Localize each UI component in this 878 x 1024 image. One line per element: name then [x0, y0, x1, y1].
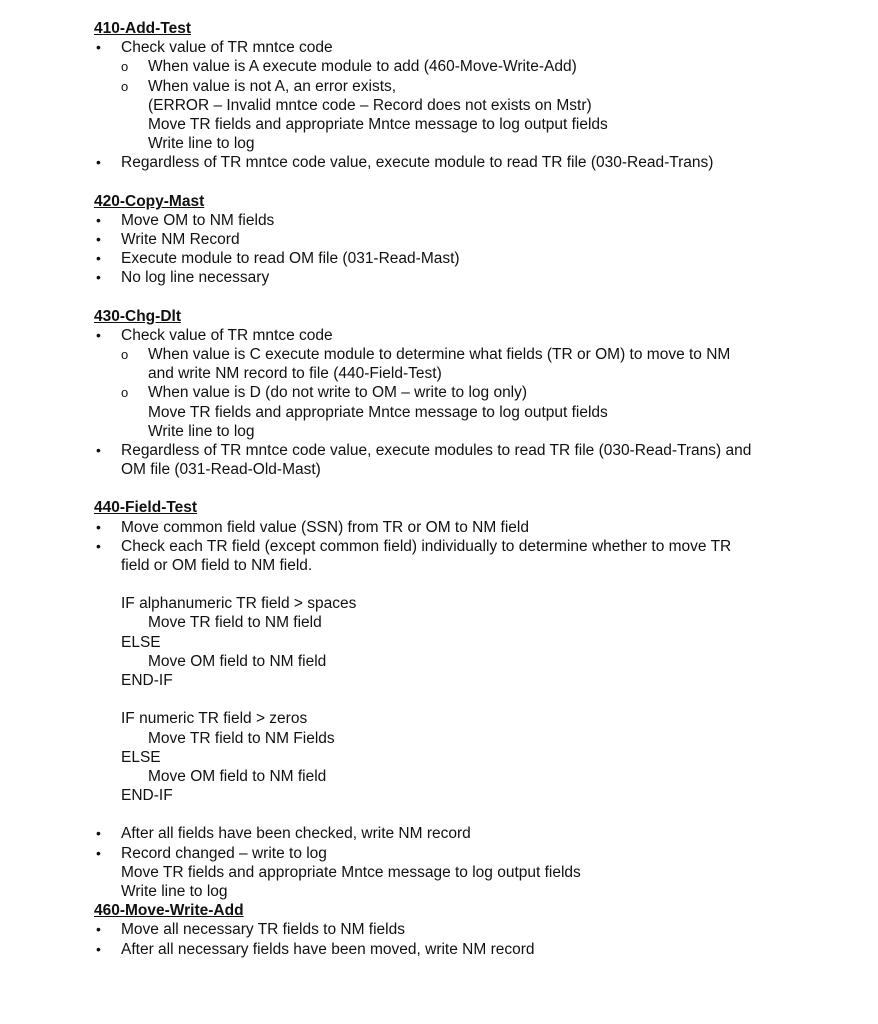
pseudocode-line: ELSE	[121, 633, 161, 651]
list-item	[94, 537, 834, 556]
bullet-icon: •	[96, 940, 101, 957]
bullet-icon: •	[96, 250, 101, 267]
list-item-text: Check each TR field (except common field) individually to determine whether to move TR	[121, 537, 732, 555]
spacer	[94, 805, 834, 824]
list-item-text: After all necessary fields have been moved, write NM record	[121, 940, 535, 958]
section-heading-440: 440-Field-Test	[94, 499, 198, 517]
list-item-text: Move common field value (SSN) from TR or OM to NM field	[121, 518, 529, 536]
list-item-text: Move OM to NM fields	[121, 211, 275, 229]
bullet-icon: •	[96, 39, 101, 56]
list-item	[94, 940, 834, 959]
continuation-line: and write NM record to file (440-Field-Test)	[148, 365, 442, 383]
bullet-icon: •	[96, 211, 101, 228]
pseudocode-line: Move TR field to NM field	[148, 614, 322, 632]
pseudocode-line: Move OM field to NM field	[148, 652, 327, 670]
list-item-text: When value is D (do not write to OM – write to log only)	[148, 384, 528, 402]
continuation-line: Move TR fields and appropriate Mntce message to log output fields	[148, 116, 608, 134]
sub-list-item	[94, 345, 834, 364]
list-item	[94, 920, 834, 939]
continuation-line: Write line to log	[121, 882, 228, 900]
list-item	[94, 441, 834, 460]
spacer	[94, 173, 834, 192]
list-item-text: Move all necessary TR fields to NM fields	[121, 921, 405, 939]
sub-list-item	[94, 383, 834, 402]
list-item-text: When value is not A, an error exists,	[148, 77, 397, 95]
list-item	[94, 268, 834, 287]
list-item-text: Check value of TR mntce code	[121, 39, 333, 57]
list-item-text: Regardless of TR mntce code value, execute module to read TR file (030-Read-Trans)	[121, 154, 714, 172]
circle-bullet-icon: o	[121, 59, 129, 75]
list-item-text: After all fields have been checked, write NM record	[121, 825, 471, 843]
bullet-icon: •	[96, 825, 101, 842]
section-heading-430: 430-Chg-Dlt	[94, 307, 181, 325]
continuation-line: (ERROR – Invalid mntce code – Record does not exists on Mstr)	[148, 96, 592, 114]
spacer	[94, 288, 834, 307]
list-item	[94, 230, 834, 249]
bullet-icon: •	[96, 442, 101, 459]
list-item	[94, 824, 834, 843]
bullet-icon: •	[96, 537, 101, 554]
pseudocode-line: ELSE	[121, 748, 161, 766]
document-body	[94, 19, 834, 959]
spacer	[94, 690, 834, 709]
pseudocode-line: END-IF	[121, 787, 173, 805]
spacer	[94, 479, 834, 498]
continuation-line: Move TR fields and appropriate Mntce message to log output fields	[148, 403, 608, 421]
list-item	[94, 211, 834, 230]
list-item	[94, 326, 834, 345]
pseudocode-line: Move TR field to NM Fields	[148, 729, 335, 747]
continuation-line: Move TR fields and appropriate Mntce message to log output fields	[121, 863, 581, 881]
list-item	[94, 518, 834, 537]
list-item-text: Execute module to read OM file (031-Read-Mast)	[121, 250, 460, 268]
list-item	[94, 249, 834, 268]
bullet-icon: •	[96, 921, 101, 938]
list-item-text: Regardless of TR mntce code value, execute modules to read TR file (030-Read-Trans) and	[121, 442, 752, 460]
pseudocode-line: Move OM field to NM field	[148, 767, 327, 785]
list-item-text: When value is C execute module to determine what fields (TR or OM) to move to NM	[148, 346, 731, 364]
bullet-icon: •	[96, 231, 101, 248]
pseudocode-line: END-IF	[121, 672, 173, 690]
continuation-line: Write line to log	[148, 135, 255, 153]
continuation-line: Write line to log	[148, 422, 255, 440]
bullet-icon: •	[96, 326, 101, 343]
list-item	[94, 844, 834, 863]
circle-bullet-icon: o	[121, 78, 129, 94]
spacer	[94, 575, 834, 594]
list-item-text: When value is A execute module to add (460-Move-Write-Add)	[148, 58, 577, 76]
list-item-text: Record changed – write to log	[121, 844, 327, 862]
bullet-icon: •	[96, 269, 101, 286]
section-heading-410: 410-Add-Test	[94, 20, 192, 37]
list-item	[94, 153, 834, 172]
list-item	[94, 38, 834, 57]
pseudocode-line: IF numeric TR field > zeros	[121, 710, 308, 728]
circle-bullet-icon: o	[121, 347, 129, 363]
continuation-line: field or OM field to NM field.	[121, 557, 313, 575]
bullet-icon: •	[96, 844, 101, 861]
pseudocode-line: IF alphanumeric TR field > spaces	[121, 595, 357, 613]
bullet-icon: •	[96, 518, 101, 535]
list-item-text: Check value of TR mntce code	[121, 326, 333, 344]
section-heading-460: 460-Move-Write-Add	[94, 902, 244, 920]
circle-bullet-icon: o	[121, 385, 129, 401]
sub-list-item	[94, 77, 834, 96]
continuation-line: OM file (031-Read-Old-Mast)	[121, 461, 321, 479]
sub-list-item	[94, 57, 834, 76]
list-item-text: No log line necessary	[121, 269, 270, 287]
bullet-icon: •	[96, 154, 101, 171]
section-heading-420: 420-Copy-Mast	[94, 192, 205, 210]
list-item-text: Write NM Record	[121, 231, 240, 249]
